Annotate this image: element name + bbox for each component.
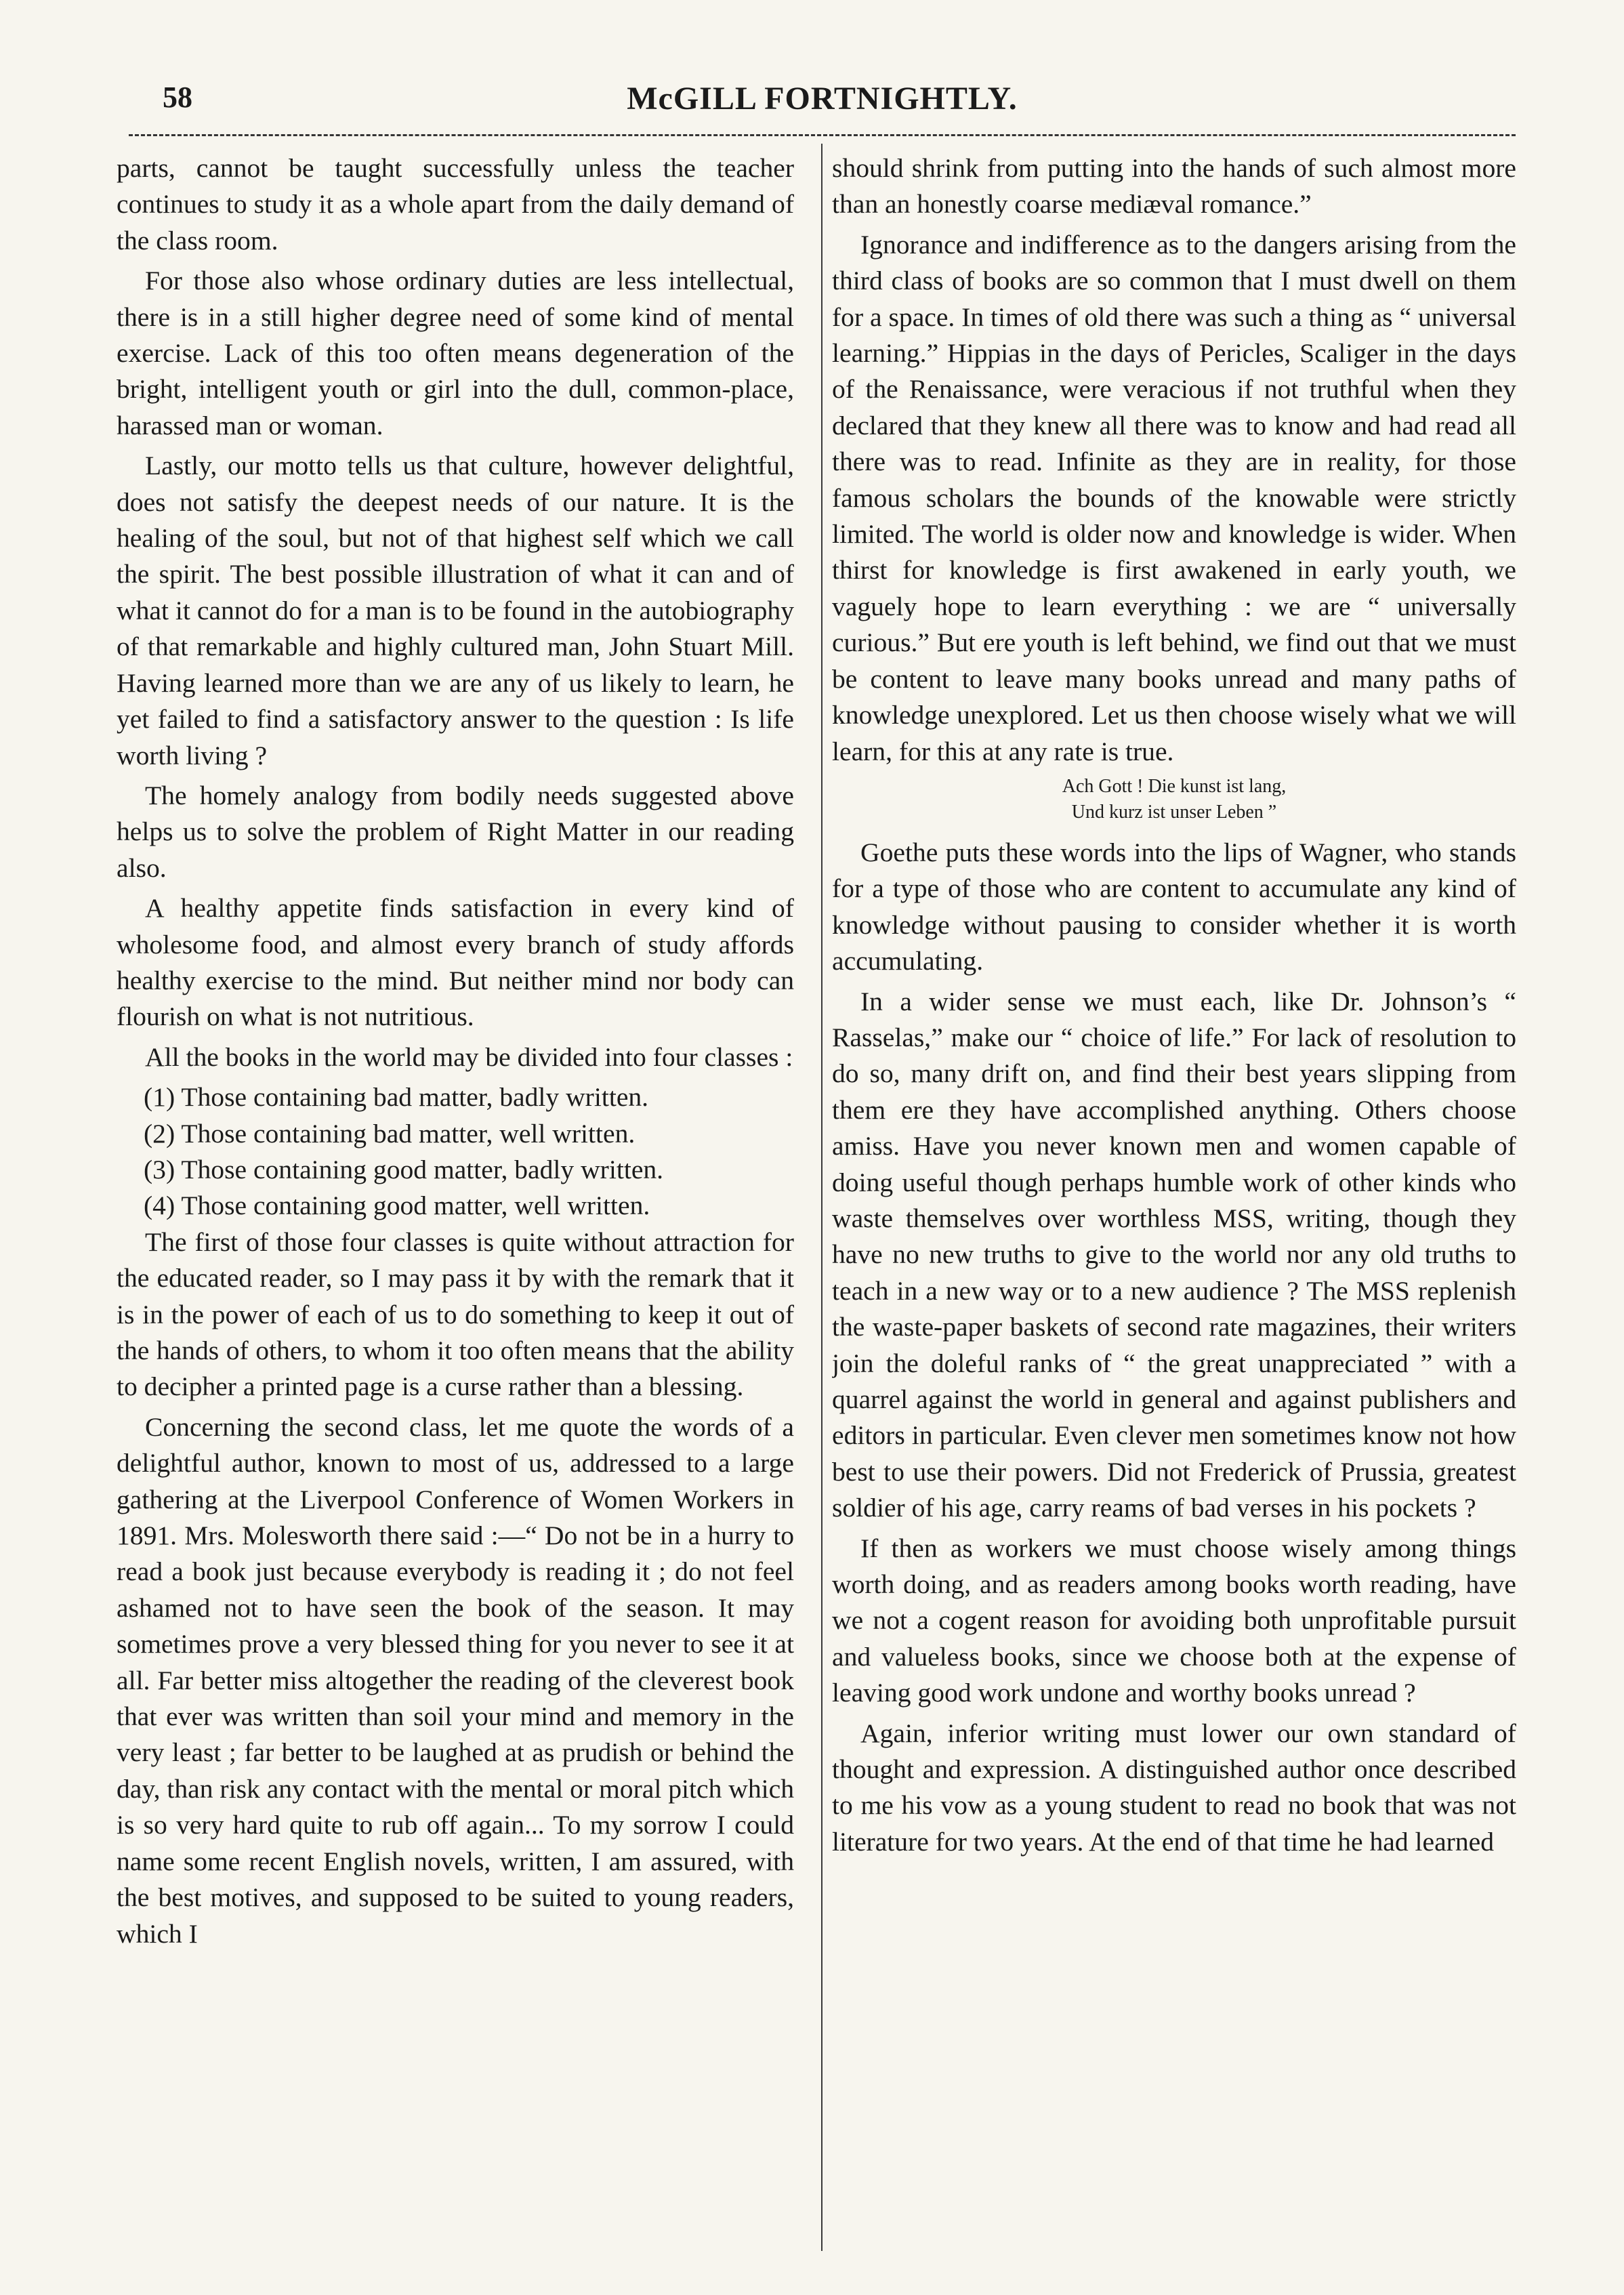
page-number: 58 [163,81,192,114]
paragraph: A healthy appetite finds satisfaction in every kind of wholesome food, and almost every branch of study affords healthy exercise to the mind. But neither mind nor body can flourish on what is not nutritious. [117,893,794,1032]
left-column [117,150,794,2244]
paragraph: Ignorance and indifference as to the dangers arising from the third class of books are so common that I must dwell on them for a space. In times of old there was such a thing as “ universal learning.” Hippias in the days of Pericles, Scaliger in the days of the Renaissance, were veracious if not truthful when they declared that they knew all there was to know and had read all there was to read. Infinite as they are in reality, for those famous scholars the bounds of the knowable were strictly limited. The world is older now and knowledge is wider. When thirst for knowledge is first awakened in early youth, we vaguely hope to learn everything : we are “ universally curious.” But ere youth is left behind, we find out that we must be content to leave many books unread and many paths of knowledge unexplored. Let us then choose wisely what we will learn, for this at any rate is true. [832,229,1516,766]
running-header [122,80,1522,127]
paragraph: Goethe puts these words into the lips of Wagner, who stands for a type of those who are content to accumulate any kind of knowledge without pausing to consider whether it is worth accumulating. [832,837,1516,976]
paragraph: Lastly, our motto tells us that culture, however delightful, does not satisfy the deepest needs of our nature. It is the healing of the soul, but not of that highest self which we call the spirit. The best possible illustration of what it can and of what it cannot do for a man is to be found in the autobiography of that remarkable and highly cultured man, John Stuart Mill. Having learned more than we are any of us likely to learn, he yet failed to find a satisfactory answer to the question : Is life worth living ? [117,451,794,770]
verse-line: Ach Gott ! Die kunst ist lang, [1062,775,1287,797]
verse-line: Und kurz ist unser Leben ” [1071,801,1277,823]
paragraph: parts, cannot be taught successfully unless the teacher continues to study it as a whole apart from the daily demand of the class room. [117,153,794,255]
column-divider [821,144,823,2251]
paragraph: For those also whose ordinary duties are less intellectual, there is in a still higher degree need of some kind of mental exercise. Lack of this too often means degeneration of the bright, intelligent youth or girl into the dull, common-place, harassed man or woman. [117,266,794,440]
list-item: (4) Those containing good matter, well written. [144,1191,650,1221]
right-column [832,150,1516,2244]
paragraph: If then as workers we must choose wisely among things worth doing, and as readers among books worth reading, have we not a cogent reason for avoiding both unprofitable pursuit and valueless books, since we choose both at the expense of leaving good work undone and worthy books unread ? [832,1533,1516,1708]
paragraph: Again, inferior writing must lower our own standard of thought and expression. A distinguished author once described to me his vow as a young student to read no book that was not literature for two years. At the end of that time he had learned [832,1718,1516,1857]
verse-quotation [832,774,1516,825]
paragraph: The homely analogy from bodily needs suggested above helps us to solve the problem of Right Matter in our reading also. [117,780,794,883]
list-item: (1) Those containing bad matter, badly written. [144,1082,649,1113]
journal-title: McGILL FORTNIGHTLY. [627,81,1018,117]
paragraph: In a wider sense we must each, like Dr. Johnson’s “ Rasselas,” make our “ choice of life.” For lack of resolution to do so, many drift on, and find their best years slipping from them ere they have accomplished anything. Others choose amiss. Have you never known men and women capable of doing useful though perhaps humble work of other kinds who waste themselves over worthless MSS, writing, though they have no new truths to give to the world nor any old truths to teach in a new way or to a new audience ? The MSS replenish the waste-paper baskets of second rate magazines, their writers join the doleful ranks of “ the great unappreciated ” with a quarrel against the world in general and against publishers and editors in particular. Even clever men sometimes know not how best to use their powers. Did not Frederick of Prussia, greatest soldier of his age, carry reams of bad verses in his pockets ? [832,986,1516,1523]
paragraph: should shrink from putting into the hands of such almost more than an honestly coarse mediæval romance.” [832,153,1516,220]
paragraph: The first of those four classes is quite without attraction for the educated reader, so I may pass it by with the remark that it is in the power of each of us to do something to keep it out of the hands of others, to whom it too often means that the ability to decipher a printed page is a curse rather than a blessing. [117,1226,794,1402]
list-item: (2) Those containing bad matter, well written. [144,1118,636,1149]
paragraph: All the books in the world may be divided into four classes : [145,1041,793,1072]
header-rule [129,134,1516,136]
paragraph: Concerning the second class, let me quote the words of a delightful author, known to most of us, addressed to a large gathering at the Liverpool Conference of Women Workers in 1891. Mrs. Molesworth there said :—“ Do not be in a hurry to read a book just because everybody is reading it ; do not feel ashamed not to have seen the book of the season. It may sometimes prove a very blessed thing for you never to see it at all. Far better miss altogether the reading of the cleverest book that ever was written than soil your mind and memory in the very least ; far better to be laughed at as prudish or behind the day, than risk any contact with the mental or moral pitch which is so very hard quite to rub off again... To my sorrow I could name some recent English novels, written, I am assured, with the best motives, and supposed to be suited to young readers, which I [117,1411,794,1949]
list-item: (3) Those containing good matter, badly written. [144,1154,664,1184]
